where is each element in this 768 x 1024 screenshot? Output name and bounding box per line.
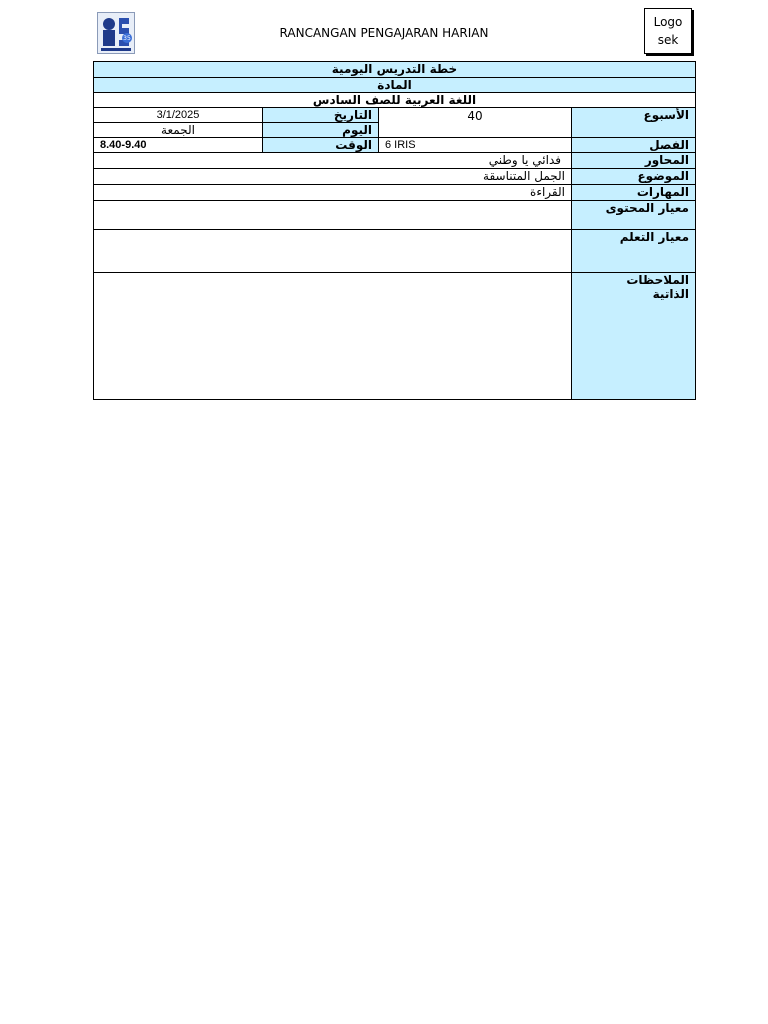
- theme-label: المحاور: [571, 152, 696, 169]
- content-standard-value[interactable]: [93, 200, 572, 230]
- document-title: RANCANGAN PENGAJARAN HARIAN: [279, 26, 489, 40]
- logo-placeholder-line1: Logo: [653, 15, 683, 29]
- reflection-value[interactable]: [93, 272, 572, 400]
- lesson-plan-table: [93, 61, 696, 400]
- school-logo-placeholder: [644, 8, 692, 54]
- logo-number: 35: [123, 35, 131, 42]
- skills-value: القراءة: [93, 184, 572, 201]
- subject-label: المادة: [93, 77, 696, 93]
- date-label: التاريخ: [262, 107, 379, 123]
- skills-label: المهارات: [571, 184, 696, 201]
- theme-value: فدائي يا وطني: [93, 152, 572, 169]
- content-standard-label: معيار المحتوى: [571, 200, 696, 230]
- day-value: الجمعة: [93, 122, 263, 138]
- reflection-label: [571, 272, 696, 400]
- learning-standard-label: معيار التعلم: [571, 229, 696, 273]
- learning-standard-value[interactable]: [93, 229, 572, 273]
- logo-placeholder-line2: sek: [657, 33, 679, 47]
- class-value: 6 IRIS: [378, 137, 572, 153]
- time-value: 8.40-9.40: [93, 137, 263, 153]
- topic-value: الجمل المتناسقة: [93, 168, 572, 185]
- date-value: 3/1/2025: [93, 107, 263, 123]
- topic-label: الموضوع: [571, 168, 696, 185]
- reflection-label-line2: الذاتية: [652, 287, 689, 301]
- week-label: الأسبوع: [571, 107, 696, 138]
- school-logo: [97, 12, 135, 54]
- week-value: 40: [378, 107, 572, 138]
- time-label: الوقت: [262, 137, 379, 153]
- plan-title: خطة التدريس اليومية: [93, 61, 696, 78]
- day-label: اليوم: [262, 122, 379, 138]
- reflection-label-line1: الملاحظات: [626, 273, 689, 287]
- class-label: الفصل: [571, 137, 696, 153]
- subject-value: اللغة العربية للصف السادس: [93, 92, 696, 108]
